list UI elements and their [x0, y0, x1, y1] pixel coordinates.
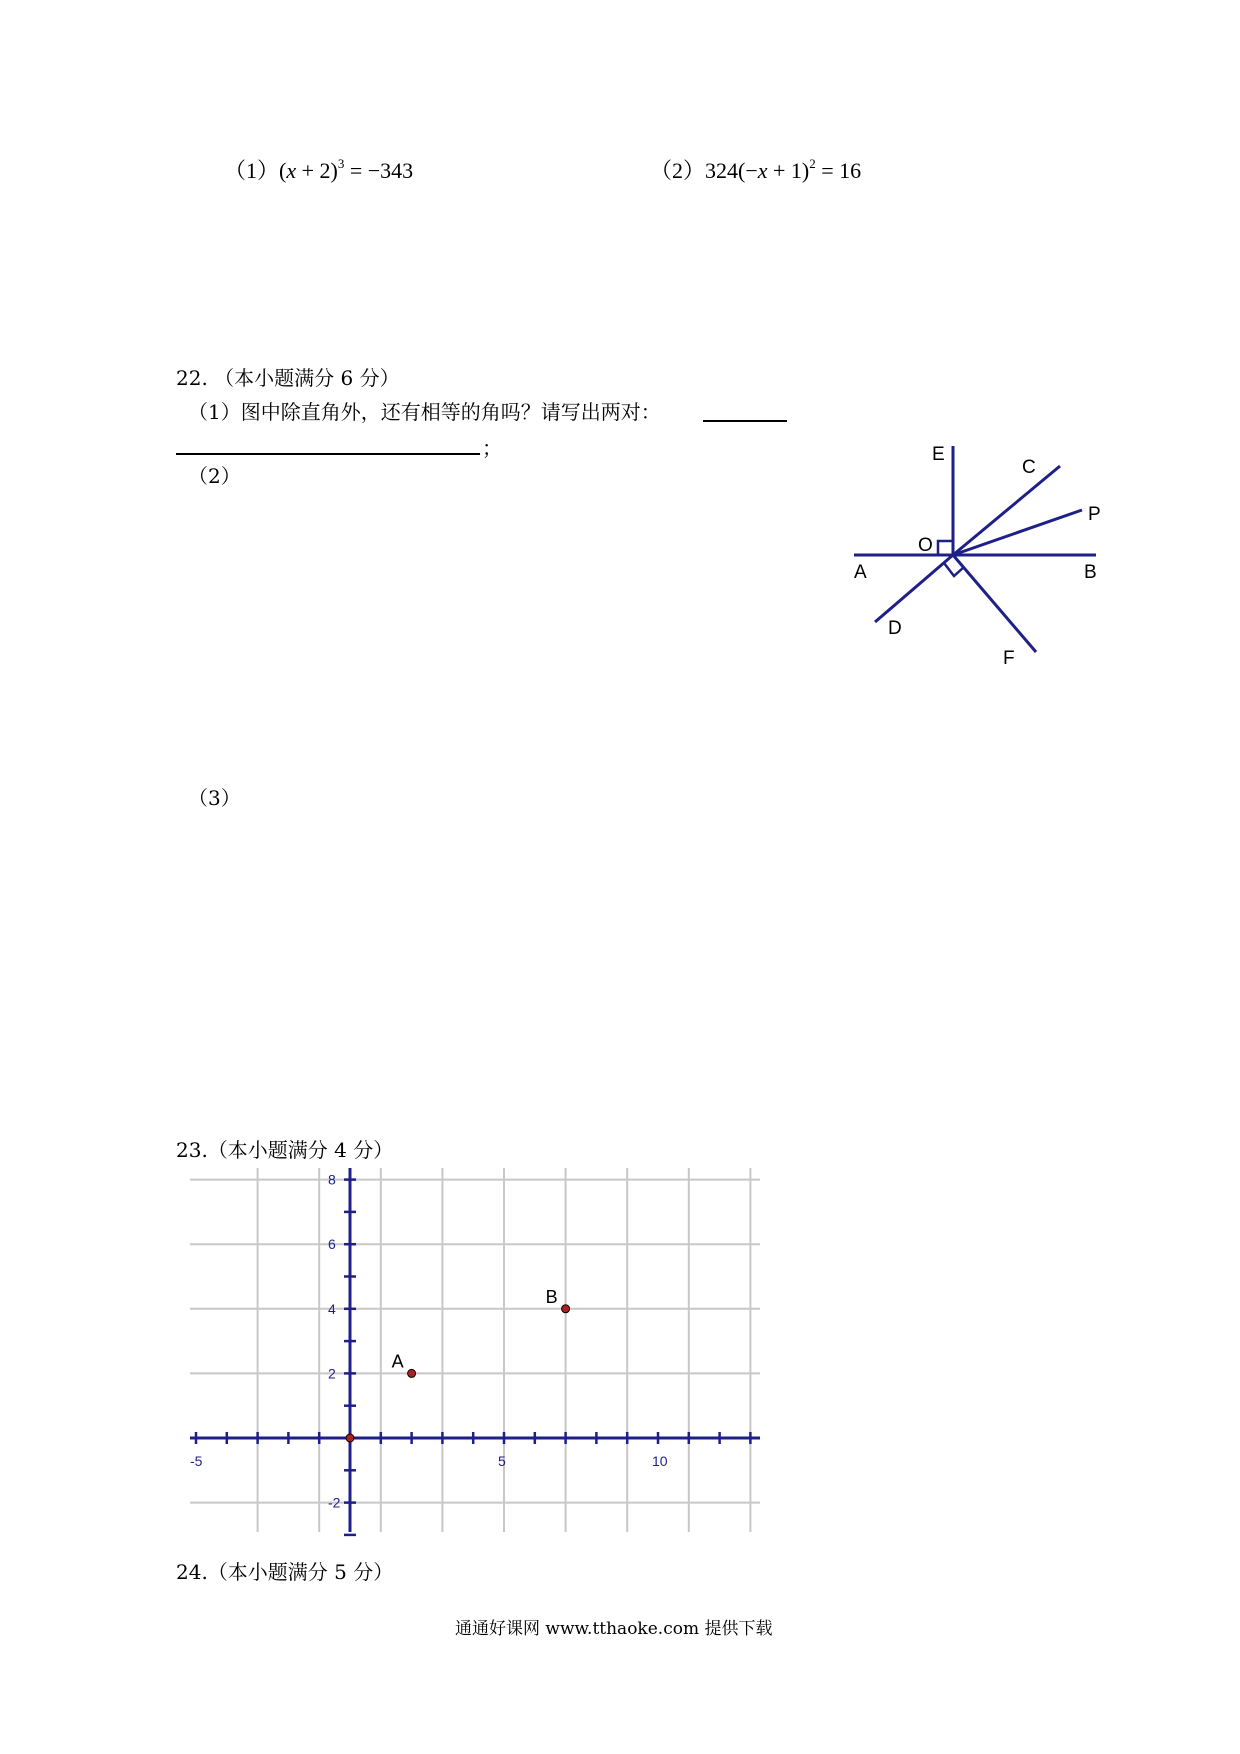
axis-ticks — [196, 1180, 750, 1535]
x-tick-label: 10 — [652, 1453, 668, 1469]
footer-source: 通通好课网 www.tthaoke.com 提供下载 — [455, 1619, 773, 1639]
equation-1-exponent: 3 — [337, 156, 345, 171]
label-e: E — [932, 444, 945, 465]
point-label-a: A — [391, 1351, 404, 1372]
tick-labels — [190, 1172, 668, 1511]
equation-2-coef: 324(− — [705, 158, 758, 183]
point-b — [562, 1305, 570, 1313]
label-d: D — [888, 618, 902, 639]
grid-lines — [190, 1168, 760, 1532]
plotted-points — [346, 1287, 570, 1442]
equation-2-rhs: = 16 — [815, 158, 862, 183]
equation-1-variable: x — [286, 158, 297, 183]
point-label-b: B — [545, 1286, 558, 1307]
q23-heading: 23.（本小题满分 4 分） — [176, 1138, 394, 1162]
y-tick-label: -2 — [328, 1494, 341, 1511]
q22-answer-blank-1[interactable] — [703, 420, 787, 422]
equation-2-exponent: 2 — [809, 156, 816, 171]
equation-1-open: ( — [279, 158, 287, 183]
label-f: F — [1003, 648, 1015, 669]
ray-od — [875, 555, 953, 622]
q22-angle-figure — [850, 440, 1120, 670]
y-tick-label: 2 — [328, 1365, 336, 1382]
label-c: C — [1022, 457, 1036, 478]
equation-2-rest: + 1) — [767, 158, 810, 183]
y-tick-label: 4 — [328, 1300, 336, 1317]
label-p: P — [1088, 504, 1101, 525]
y-tick-label: 8 — [328, 1171, 336, 1188]
equation-2-prefix: （2） — [650, 158, 706, 183]
right-angle-mark-eob — [938, 541, 953, 555]
q22-answer-blank-2[interactable] — [176, 453, 480, 455]
q22-part3-label: （3） — [188, 786, 241, 810]
x-tick-label: 5 — [498, 1453, 506, 1469]
q22-part2-label: （2） — [188, 464, 241, 488]
equation-2-variable: x — [757, 158, 768, 183]
x-tick-label: -5 — [190, 1453, 203, 1469]
equation-1-rhs: = −343 — [344, 158, 414, 183]
ray-op — [953, 510, 1082, 555]
equation-2 — [650, 154, 861, 185]
equation-1 — [224, 154, 413, 185]
point-a — [408, 1369, 416, 1377]
q22-heading: 22. （本小题满分 6 分） — [176, 366, 400, 390]
y-tick-label: 6 — [328, 1236, 336, 1253]
q24-heading: 24.（本小题满分 5 分） — [176, 1560, 394, 1584]
q22-part1-text: （1）图中除直角外，还有相等的角吗？请写出两对： — [188, 400, 661, 424]
q23-coordinate-grid — [180, 1162, 770, 1542]
ray-of — [953, 555, 1036, 652]
label-b: B — [1084, 562, 1097, 583]
label-o: O — [918, 535, 933, 556]
q22-semicolon: ； — [482, 436, 502, 460]
equation-1-prefix: （1） — [224, 158, 280, 183]
equation-1-rest: + 2) — [296, 158, 338, 183]
label-a: A — [854, 562, 867, 583]
point-origin — [346, 1434, 354, 1442]
axes — [190, 1168, 760, 1532]
ray-oc — [953, 466, 1060, 555]
